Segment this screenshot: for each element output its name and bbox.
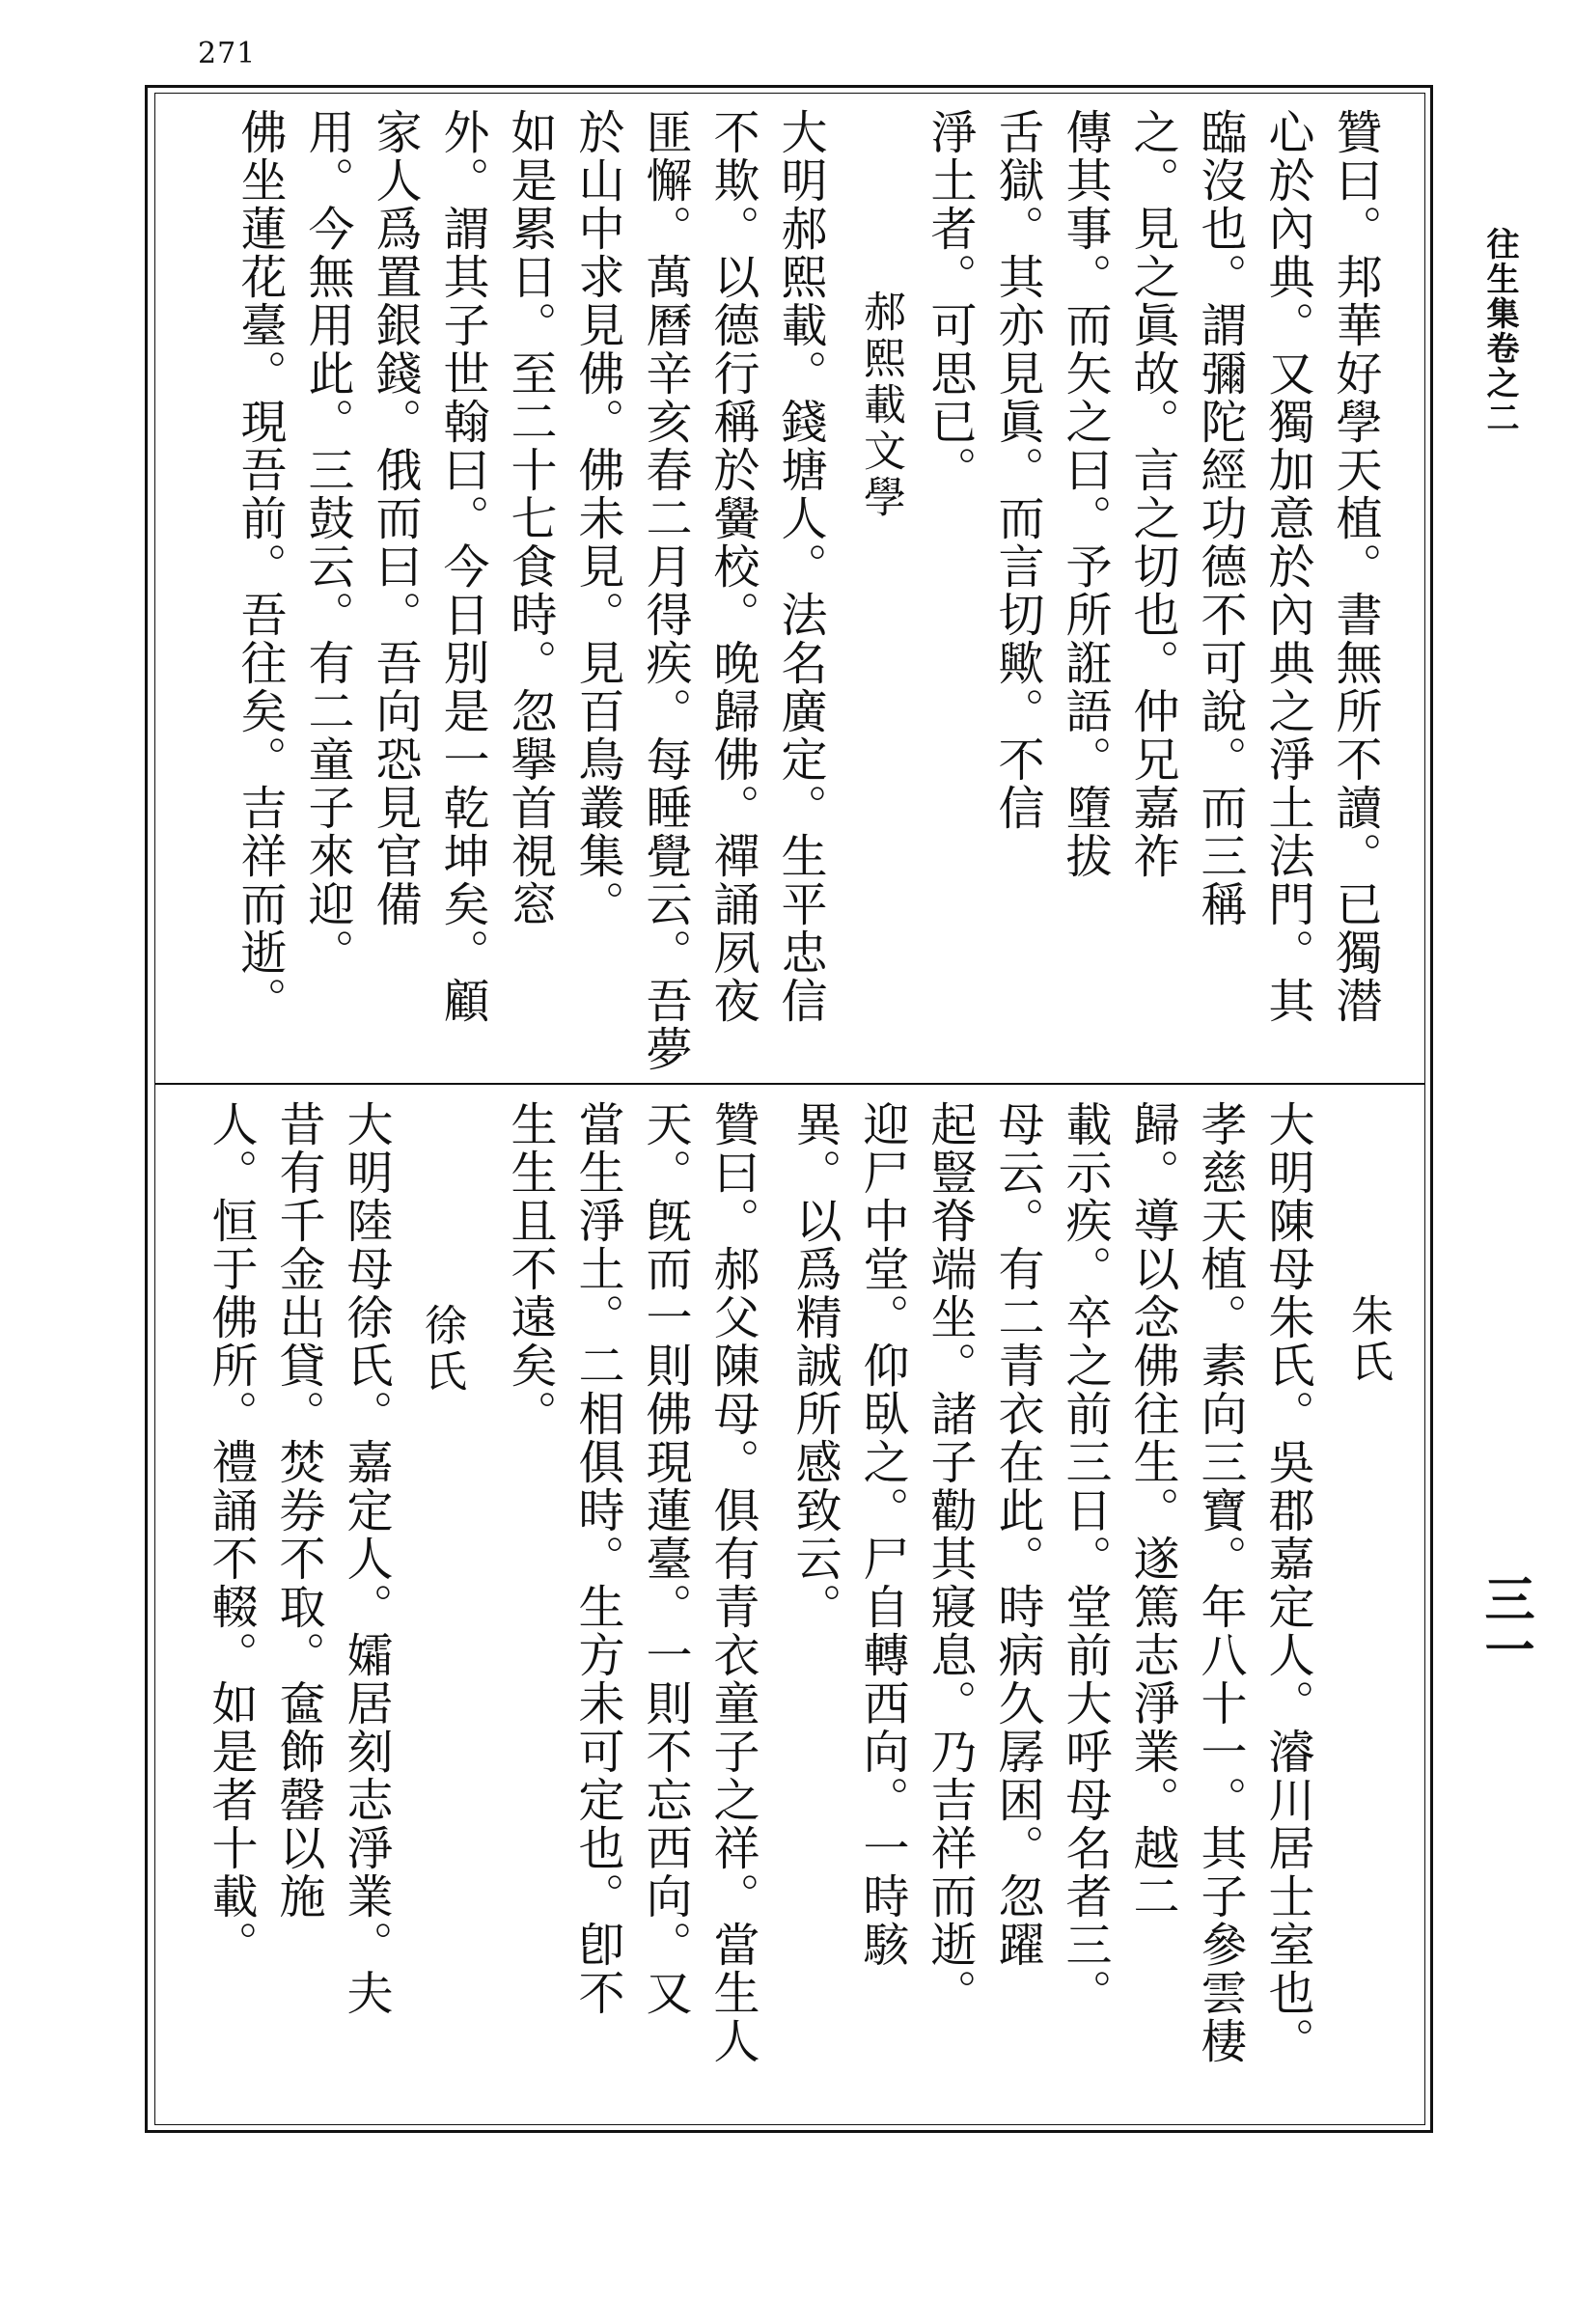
upper-column-12: 於山中求見佛。佛未見。見百鳥叢集。 [570,108,624,928]
upper-column-14: 外。謂其子世翰曰。今日別是一乾坤矣。顧 [435,108,489,1025]
section-heading-zhu: 朱氏 [1343,1293,1393,1386]
lower-column-7: 起豎脊端坐。諸子勸其寢息。乃吉祥而逝。 [923,1100,977,2017]
upper-column-16: 用。今無用此。三鼓云。有二童子來迎。 [300,108,354,977]
upper-column-15: 家人爲置銀錢。俄而曰。吾向恐見官備 [368,108,422,928]
section-divider [154,1083,1425,1085]
lower-column-15: 大明陸母徐氏。嘉定人。孀居刻志淨業。夫 [339,1100,393,2017]
upper-column-5: 傳其事。而矢之曰。予所誑語。墮拔 [1058,108,1112,880]
section-heading-xu: 徐氏 [417,1303,466,1396]
upper-column-9: 大明郝熙載。錢塘人。法名廣定。生平忠信 [773,108,827,1025]
lower-column-6: 母云。有二青衣在此。時病久孱困。忽躍 [990,1100,1044,1969]
lower-column-12: 當生淨土。二相俱時。生方未可定也。卽不 [570,1100,624,2017]
lower-column-16: 昔有千金出貸。焚券不取。奩飾罄以施 [271,1100,325,1921]
upper-column-17: 佛坐蓮花臺。現吾前。吾往矣。吉祥而逝。 [233,108,287,1025]
upper-column-6: 舌獄。其亦見眞。而言切歟。不信 [990,108,1044,832]
lower-column-11: 天。旣而一則佛現蓮臺。一則不忘西向。又 [638,1100,692,2017]
upper-column-11: 匪懈。萬曆辛亥春二月得疾。每睡覺云。吾夢 [638,108,692,1073]
upper-column-13: 如是累日。至二十七食時。忽擧首視窓 [503,108,557,928]
lower-column-13: 生生且不遠矣。 [503,1100,557,1438]
section-heading-hao: 郝熙載文學 [856,290,905,521]
upper-column-4: 之。見之眞故。言之切也。仲兄嘉祚 [1125,108,1179,880]
lower-column-4: 歸。導以念佛往生。遂篤志淨業。越二 [1125,1100,1179,1921]
running-title: 往生集卷之二 [1480,227,1519,435]
upper-column-3: 臨沒也。謂彌陀經功德不可說。而三稱 [1193,108,1247,928]
upper-column-1: 贊曰。邦華好學天植。書無所不讀。已獨潜 [1328,108,1382,1025]
folio-number: 三一 [1476,1573,1534,1674]
lower-column-3: 孝慈天植。素向三寶。年八十一。其子參雲棲 [1193,1100,1247,2065]
lower-column-8: 迎尸中堂。仰臥之。尸自轉西向。一時駭 [855,1100,909,1969]
upper-column-10: 不欺。以德行稱於黌校。晚歸佛。禪誦夙夜 [705,108,759,1025]
lower-column-17: 人。恒于佛所。禮誦不輟。如是者十載。 [204,1100,258,1969]
lower-column-5: 載示疾。卒之前三日。堂前大呼母名者三。 [1058,1100,1112,2017]
upper-column-2: 心於內典。又獨加意於內典之淨土法門。其 [1260,108,1314,1025]
lower-column-2: 大明陳母朱氏。吳郡嘉定人。濬川居士室也。 [1260,1100,1314,2065]
lower-column-10: 贊曰。郝父陳母。俱有青衣童子之祥。當生人 [705,1100,759,2065]
lower-column-9: 異。以爲精誠所感致云。 [787,1100,842,1631]
page-number: 271 [198,37,257,70]
upper-column-7: 淨土者。可思已。 [923,108,977,494]
